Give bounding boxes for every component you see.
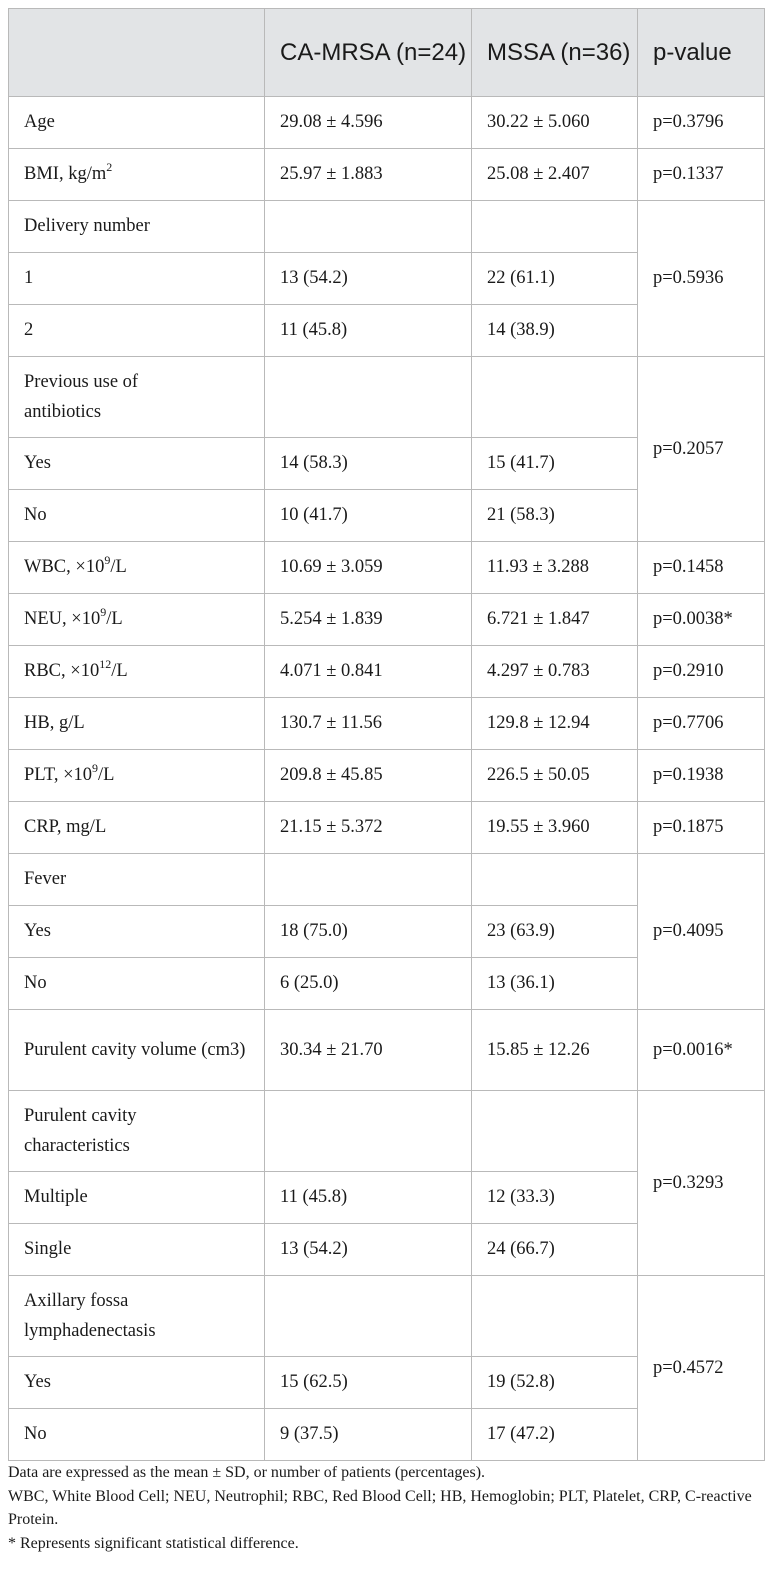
cell-p-value: p=0.4095	[638, 854, 765, 1010]
cell-mssa: 21 (58.3)	[472, 490, 638, 542]
row-label	[9, 357, 265, 438]
comparison-table	[8, 8, 765, 1461]
label-text: NEU, ×10	[24, 609, 101, 629]
label-unit: /L	[111, 661, 128, 681]
table-row-crp	[9, 802, 765, 854]
cell-ca-mrsa: 13 (54.2)	[265, 253, 472, 305]
header-mssa: MSSA (n=36)	[472, 9, 638, 97]
label-text: Purulent cavity volume (cm3)	[24, 1040, 246, 1060]
cell-ca-mrsa: 18 (75.0)	[265, 906, 472, 958]
table-row-cavity-characteristics	[9, 1091, 765, 1172]
row-label	[9, 646, 265, 698]
cell-p-value: p=0.3796	[638, 97, 765, 149]
cell-ca-mrsa: 130.7 ± 11.56	[265, 698, 472, 750]
cell-ca-mrsa	[265, 854, 472, 906]
table-header	[9, 9, 765, 97]
cell-mssa: 23 (63.9)	[472, 906, 638, 958]
table-row-neu	[9, 594, 765, 646]
row-label: Fever	[9, 854, 265, 906]
row-label: Age	[9, 97, 265, 149]
row-label: 1	[9, 253, 265, 305]
table-row-fever	[9, 854, 765, 906]
cell-ca-mrsa: 6 (25.0)	[265, 958, 472, 1010]
row-label	[9, 149, 265, 201]
row-label	[9, 1276, 265, 1357]
table-footnotes	[8, 1461, 764, 1555]
cell-mssa: 24 (66.7)	[472, 1224, 638, 1276]
table-row-bmi	[9, 149, 765, 201]
cell-mssa	[472, 357, 638, 438]
table-row-plt	[9, 750, 765, 802]
label-superscript: 9	[100, 605, 107, 619]
row-label: Yes	[9, 438, 265, 490]
cell-ca-mrsa: 15 (62.5)	[265, 1357, 472, 1409]
row-label: CRP, mg/L	[9, 802, 265, 854]
row-label	[9, 1010, 265, 1091]
cell-mssa: 25.08 ± 2.407	[472, 149, 638, 201]
label-text: Axillary fossa lymphadenectasis	[24, 1291, 156, 1341]
cell-mssa: 129.8 ± 12.94	[472, 698, 638, 750]
cell-p-value: p=0.7706	[638, 698, 765, 750]
cell-ca-mrsa: 10.69 ± 3.059	[265, 542, 472, 594]
footnote-abbreviations: WBC, White Blood Cell; NEU, Neutrophil; RBC, Red Blood Cell; HB, Hemoglobin; PLT, Platelet, CRP, C-reactive Protein.	[8, 1487, 752, 1528]
row-label: Yes	[9, 1357, 265, 1409]
cell-ca-mrsa	[265, 201, 472, 253]
cell-mssa: 13 (36.1)	[472, 958, 638, 1010]
table-body	[9, 97, 765, 1461]
cell-p-value: p=0.1875	[638, 802, 765, 854]
cell-mssa: 19.55 ± 3.960	[472, 802, 638, 854]
cell-p-value: p=0.2057	[638, 357, 765, 542]
table-row-delivery-number	[9, 201, 765, 253]
cell-mssa: 17 (47.2)	[472, 1409, 638, 1461]
cell-mssa: 6.721 ± 1.847	[472, 594, 638, 646]
row-label: Single	[9, 1224, 265, 1276]
footnote-significance: * Represents significant statistical difference.	[8, 1534, 299, 1552]
cell-ca-mrsa: 13 (54.2)	[265, 1224, 472, 1276]
cell-ca-mrsa: 14 (58.3)	[265, 438, 472, 490]
cell-ca-mrsa	[265, 1091, 472, 1172]
cell-mssa: 226.5 ± 50.05	[472, 750, 638, 802]
label-superscript: 9	[92, 761, 99, 775]
header-p-value: p-value	[638, 9, 765, 97]
cell-mssa: 15 (41.7)	[472, 438, 638, 490]
row-label: No	[9, 490, 265, 542]
row-label: No	[9, 958, 265, 1010]
cell-ca-mrsa	[265, 1276, 472, 1357]
table-row-wbc	[9, 542, 765, 594]
row-label: Yes	[9, 906, 265, 958]
cell-ca-mrsa: 9 (37.5)	[265, 1409, 472, 1461]
cell-ca-mrsa: 21.15 ± 5.372	[265, 802, 472, 854]
label-superscript: 2	[106, 160, 113, 174]
footnote-data-expression: Data are expressed as the mean ± SD, or number of patients (percentages).	[8, 1464, 486, 1481]
cell-ca-mrsa: 209.8 ± 45.85	[265, 750, 472, 802]
cell-mssa	[472, 201, 638, 253]
cell-mssa: 22 (61.1)	[472, 253, 638, 305]
label-unit: /L	[98, 765, 115, 785]
row-label: 2	[9, 305, 265, 357]
cell-mssa: 15.85 ± 12.26	[472, 1010, 638, 1091]
cell-p-value: p=0.1337	[638, 149, 765, 201]
label-text: RBC, ×10	[24, 661, 100, 681]
cell-mssa: 30.22 ± 5.060	[472, 97, 638, 149]
cell-ca-mrsa: 25.97 ± 1.883	[265, 149, 472, 201]
cell-mssa: 14 (38.9)	[472, 305, 638, 357]
row-label	[9, 1091, 265, 1172]
cell-ca-mrsa	[265, 357, 472, 438]
row-label: Multiple	[9, 1172, 265, 1224]
row-label	[9, 542, 265, 594]
label-text: WBC, ×10	[24, 557, 105, 577]
cell-mssa: 4.297 ± 0.783	[472, 646, 638, 698]
label-text: Previous use of antibiotics	[24, 372, 139, 422]
cell-p-value: p=0.2910	[638, 646, 765, 698]
cell-p-value: p=0.1458	[638, 542, 765, 594]
cell-ca-mrsa: 30.34 ± 21.70	[265, 1010, 472, 1091]
label-superscript: 12	[99, 657, 112, 671]
header-row	[9, 9, 765, 97]
table-row-axillary	[9, 1276, 765, 1357]
header-empty-cell	[9, 9, 265, 97]
cell-ca-mrsa: 11 (45.8)	[265, 1172, 472, 1224]
cell-ca-mrsa: 10 (41.7)	[265, 490, 472, 542]
label-unit: /L	[106, 609, 123, 629]
label-unit: /L	[110, 557, 127, 577]
cell-mssa	[472, 1276, 638, 1357]
cell-mssa	[472, 1091, 638, 1172]
table-row-antibiotics	[9, 357, 765, 438]
cell-mssa: 11.93 ± 3.288	[472, 542, 638, 594]
label-text: PLT, ×10	[24, 765, 93, 785]
cell-ca-mrsa: 5.254 ± 1.839	[265, 594, 472, 646]
cell-ca-mrsa: 4.071 ± 0.841	[265, 646, 472, 698]
cell-mssa: 12 (33.3)	[472, 1172, 638, 1224]
table-row-hb	[9, 698, 765, 750]
cell-ca-mrsa: 11 (45.8)	[265, 305, 472, 357]
label-superscript: 9	[104, 553, 111, 567]
cell-mssa	[472, 854, 638, 906]
cell-p-value: p=0.0038*	[638, 594, 765, 646]
cell-p-value: p=0.5936	[638, 201, 765, 357]
row-label: HB, g/L	[9, 698, 265, 750]
row-label: Delivery number	[9, 201, 265, 253]
row-label	[9, 750, 265, 802]
table-row-rbc	[9, 646, 765, 698]
cell-p-value: p=0.3293	[638, 1091, 765, 1276]
row-label: No	[9, 1409, 265, 1461]
row-label	[9, 594, 265, 646]
cell-mssa: 19 (52.8)	[472, 1357, 638, 1409]
table-row-cavity-volume	[9, 1010, 765, 1091]
cell-ca-mrsa: 29.08 ± 4.596	[265, 97, 472, 149]
label-text: Purulent cavity characteristics	[24, 1106, 137, 1156]
cell-p-value: p=0.1938	[638, 750, 765, 802]
label-text: BMI, kg/m	[24, 164, 107, 184]
cell-p-value: p=0.4572	[638, 1276, 765, 1461]
table-row-age	[9, 97, 765, 149]
header-ca-mrsa: CA-MRSA (n=24)	[265, 9, 472, 97]
cell-p-value: p=0.0016*	[638, 1010, 765, 1091]
